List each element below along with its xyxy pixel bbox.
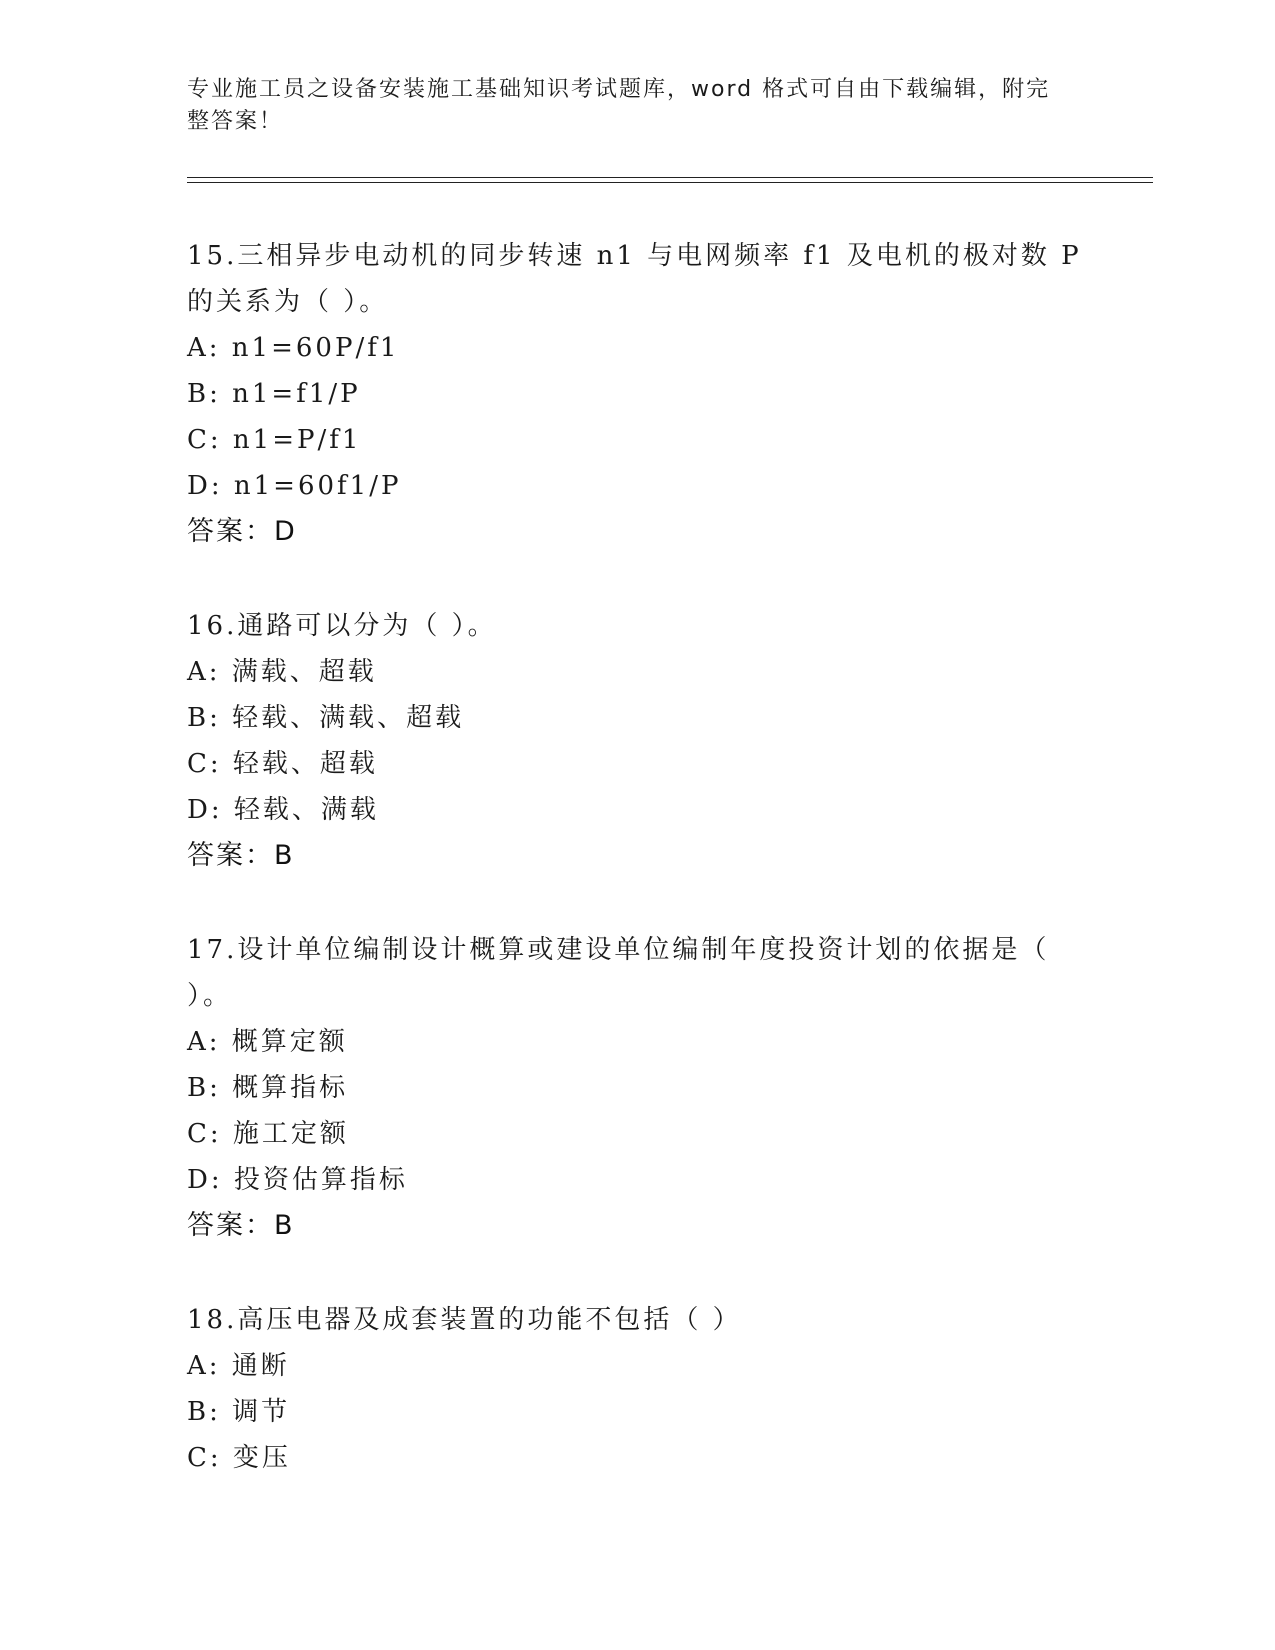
question-stem: 17.设计单位编制设计概算或建设单位编制年度投资计划的依据是（ ）。 [187,935,1050,1011]
option-a: A: 通断 [187,1351,290,1381]
question-15 [187,233,1087,555]
answer: 答案：D [187,516,297,547]
answer: 答案：B [187,1210,295,1241]
option-b: B: 概算指标 [187,1073,349,1103]
option-c: C: 轻载、超载 [187,749,378,779]
option-a: A: n1=60P/f1 [187,333,400,363]
option-b: B: 调节 [187,1397,291,1427]
option-a: A: 满载、超载 [187,657,377,687]
option-b: B: 轻载、满载、超载 [187,703,465,733]
question-stem: 18.高压电器及成套装置的功能不包括（ ） [187,1305,742,1335]
question-16 [187,603,1087,879]
question-17 [187,927,1087,1249]
header-rule-top [187,177,1153,178]
option-b: B: n1=f1/P [187,379,361,409]
option-d: D: 轻载、满载 [187,795,379,825]
option-d: D: 投资估算指标 [187,1165,408,1195]
option-c: C: n1=P/f1 [187,425,362,455]
question-18 [187,1297,1087,1481]
document-header: 专业施工员之设备安装施工基础知识考试题库，word 格式可自由下载编辑，附完整答案！ [187,77,1051,134]
option-a: A: 概算定额 [187,1027,348,1057]
header-rule-bottom [187,182,1153,183]
option-c: C: 变压 [187,1443,291,1473]
question-stem: 15.三相异步电动机的同步转速 n1 与电网频率 f1 及电机的极对数 P 的关系为（ ）。 [187,241,1082,317]
option-d: D: n1=60f1/P [187,471,402,501]
question-list [187,233,1087,1529]
answer: 答案：B [187,840,295,871]
option-c: C: 施工定额 [187,1119,349,1149]
question-stem: 16.通路可以分为（ ）。 [187,611,497,641]
